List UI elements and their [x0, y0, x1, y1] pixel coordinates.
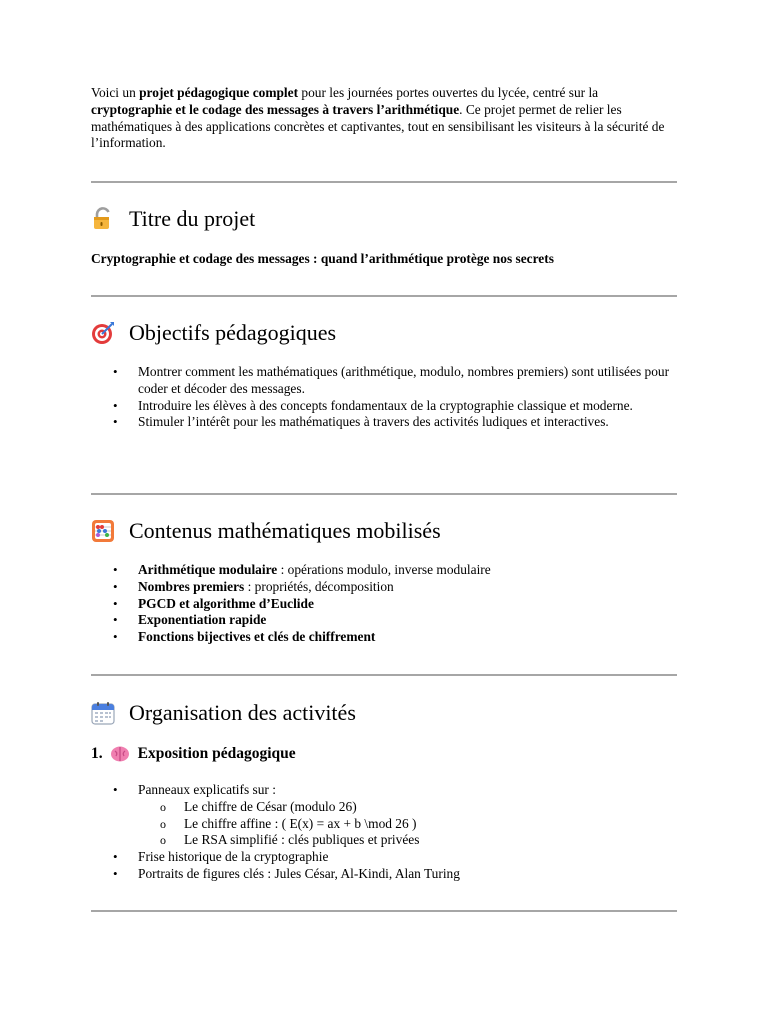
divider [91, 910, 677, 912]
heading-text: Contenus mathématiques mobilisés [129, 518, 441, 543]
intro-text-3: . Ce projet permet de relier les mathématiques à des applications concrètes et captivantes, tout en sensibilisant les visiteurs à la sécurité de l’information. [91, 101, 665, 151]
item-bold: Nombres premiers [138, 578, 245, 594]
nested-list-item: o Le chiffre affine : ( E(x) = ax + b \mod 26 ) [138, 816, 677, 833]
item-rest: : propriétés, décomposition [244, 578, 394, 594]
item-bold: Arithmétique modulaire [138, 562, 278, 577]
nested-list [138, 799, 677, 849]
project-subtitle: Cryptographie et codage des messages : quand l’arithmétique protège nos secrets [91, 251, 554, 266]
organisation-list [91, 782, 677, 883]
list-item [91, 612, 677, 629]
section-heading-objectives [91, 320, 336, 346]
section-heading-contents [91, 518, 441, 544]
list-item [91, 782, 677, 849]
subsection-heading [91, 744, 296, 764]
item-bold: Fonctions bijectives et clés de chiffrement [138, 629, 376, 645]
section-heading-title [91, 206, 255, 232]
item-text: Panneaux explicatifs sur : [138, 782, 276, 797]
list-item [91, 579, 677, 596]
intro-text-1: Voici un [91, 85, 140, 100]
list-item: • Frise historique de la cryptographie [91, 849, 677, 866]
divider [91, 295, 677, 297]
intro-text-2: pour les journées portes ouvertes du lycée, centré sur la [298, 85, 599, 100]
item-bold: Exponentiation rapide [138, 612, 267, 628]
subsection-title: Exposition pédagogique [137, 745, 296, 762]
brain-icon [110, 744, 130, 764]
list-item: • Introduire les élèves à des concepts fondamentaux de la cryptographie classique et moderne. [91, 398, 677, 415]
divider [91, 181, 677, 183]
section-heading-organisation [91, 700, 356, 726]
list-item: • Portraits de figures clés : Jules César, Al-Kindi, Alan Turing [91, 866, 677, 883]
divider [91, 674, 677, 676]
divider [91, 493, 677, 495]
intro-bold-2: cryptographie et le codage des messages à travers l’arithmétique [91, 101, 460, 117]
list-item [91, 596, 677, 613]
list-item: • Montrer comment les mathématiques (arithmétique, modulo, nombres premiers) sont utilisées pour coder et décoder des messages. [91, 364, 677, 398]
abacus-icon [91, 519, 115, 543]
list-item [91, 629, 677, 646]
calendar-icon [91, 701, 115, 725]
nested-list-item: o Le chiffre de César (modulo 26) [138, 799, 677, 816]
list-item [91, 562, 677, 579]
subsection-number: 1. [91, 745, 103, 762]
heading-text: Organisation des activités [129, 700, 356, 725]
item-rest: : opérations modulo, inverse modulaire [277, 562, 491, 577]
nested-list-item: o Le RSA simplifié : clés publiques et privées [138, 832, 677, 849]
item-bold: PGCD et algorithme d’Euclide [138, 595, 314, 611]
target-icon [91, 321, 115, 345]
heading-text: Titre du projet [129, 206, 256, 231]
objectives-list [91, 364, 677, 431]
intro-paragraph [91, 85, 677, 152]
heading-text: Objectifs pédagogiques [129, 320, 337, 345]
intro-bold-1: projet pédagogique complet [139, 85, 299, 100]
list-item: • Stimuler l’intérêt pour les mathématiques à travers des activités ludiques et interactives. [91, 414, 677, 431]
lock-icon [91, 207, 115, 231]
contents-list [91, 562, 677, 646]
